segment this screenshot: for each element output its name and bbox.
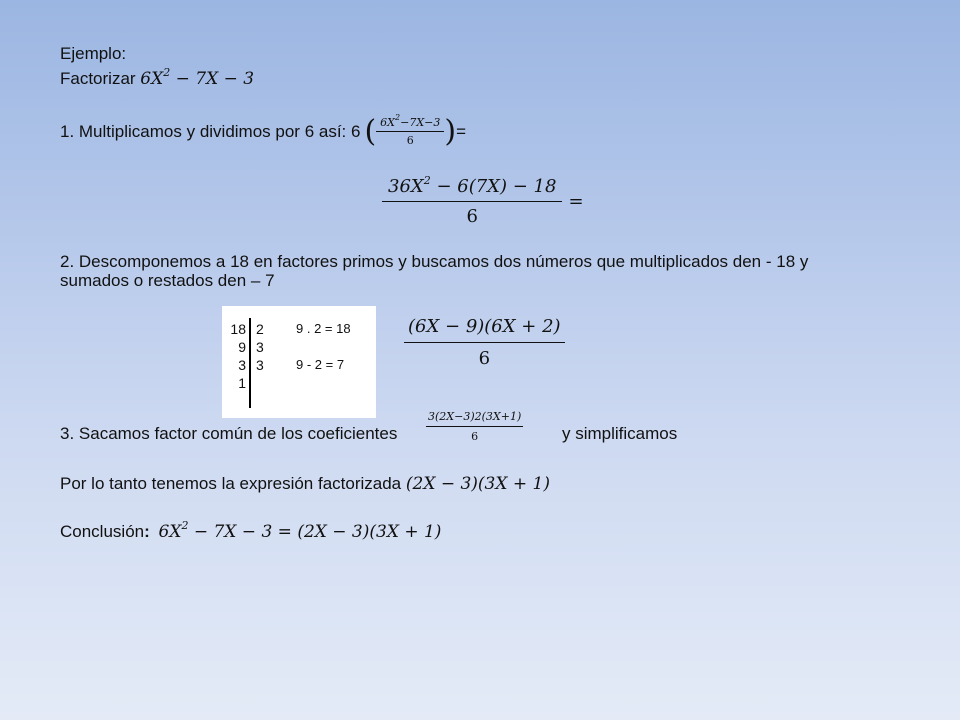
- factor-divider: [249, 318, 251, 408]
- expr-rest: − 7X − 3 = (2X − 3)(3X + 1): [188, 522, 442, 542]
- left-paren: (: [364, 113, 377, 149]
- step-1-text: 1. Multiplicamos y dividimos por 6 así: 6: [60, 121, 361, 141]
- frac-den: 6: [471, 430, 479, 443]
- step-2-line-2: sumados o restados den – 7: [60, 271, 275, 290]
- factor-notes: [296, 320, 351, 374]
- frac-den: 6: [406, 134, 414, 147]
- expr-rest: − 7X − 3: [170, 69, 255, 89]
- step-2-fraction: [404, 316, 565, 369]
- result-line: [60, 474, 550, 494]
- frac-num: (6X − 9)(6X + 2): [404, 316, 565, 343]
- problem-expression: [140, 66, 255, 89]
- expr-coef: 6X: [158, 522, 182, 542]
- step-3-suffix: y simplificamos: [562, 424, 678, 443]
- conclusion-expression: [158, 519, 442, 542]
- heading: Ejemplo:: [60, 44, 127, 63]
- step-1-fraction: [376, 113, 444, 147]
- step-1b-fraction: [382, 176, 562, 227]
- frac-num-rest: − 6(7X) − 18: [430, 176, 557, 197]
- frac-num: 3(2X−3)2(3X+1): [426, 410, 523, 427]
- factor-left-column: [228, 320, 246, 392]
- factor-value: 18: [230, 321, 246, 337]
- expr-exponent: 2: [163, 66, 171, 80]
- factor-table: [222, 306, 376, 418]
- step-3-text: 3. Sacamos factor común de los coeficientes: [60, 424, 398, 443]
- factor-prime: 3: [256, 357, 264, 373]
- expr-exponent: 2: [181, 519, 189, 533]
- conclusion-colon: :: [144, 522, 150, 541]
- step-3-fraction: [426, 410, 523, 443]
- frac-num-rest: −7X−3: [400, 116, 441, 129]
- step-1: [60, 113, 467, 149]
- factor-note: 9 . 2 = 18: [296, 321, 351, 336]
- step-1-expansion: [382, 176, 584, 227]
- factor-prime: 2: [256, 321, 264, 337]
- result-text: Por lo tanto tenemos la expresión factorizada: [60, 474, 406, 493]
- problem-label: Factorizar: [60, 69, 141, 88]
- step-2-result: [404, 316, 565, 369]
- frac-den: 6: [478, 348, 491, 369]
- factor-value: 1: [238, 375, 246, 391]
- step-2: [60, 252, 808, 290]
- expr-coef: 6X: [140, 69, 164, 89]
- factor-right-column: [256, 320, 264, 374]
- result-expression: (2X − 3)(3X + 1): [405, 474, 550, 494]
- frac-num-coef: 6X: [380, 116, 396, 129]
- step-1-equals: =: [456, 121, 467, 141]
- frac-num-exp: 2: [423, 174, 431, 187]
- frac-den: 6: [466, 206, 478, 227]
- factor-value: 9: [238, 339, 246, 355]
- right-paren: ): [444, 113, 457, 149]
- problem-statement: [60, 66, 255, 89]
- step-3-expression: [426, 410, 523, 443]
- step-2-line-1: 2. Descomponemos a 18 en factores primos y buscamos dos números que multiplicados den - 18 y: [60, 252, 809, 271]
- frac-num-coef: 36X: [388, 176, 424, 197]
- factor-prime: 3: [256, 339, 264, 355]
- conclusion-line: [60, 519, 442, 542]
- frac-num-exp: 2: [395, 113, 401, 123]
- step-1b-equals: =: [568, 191, 584, 212]
- factor-value: 3: [238, 357, 246, 373]
- conclusion-label: Conclusión: [60, 522, 145, 541]
- factor-note: 9 - 2 = 7: [296, 357, 345, 372]
